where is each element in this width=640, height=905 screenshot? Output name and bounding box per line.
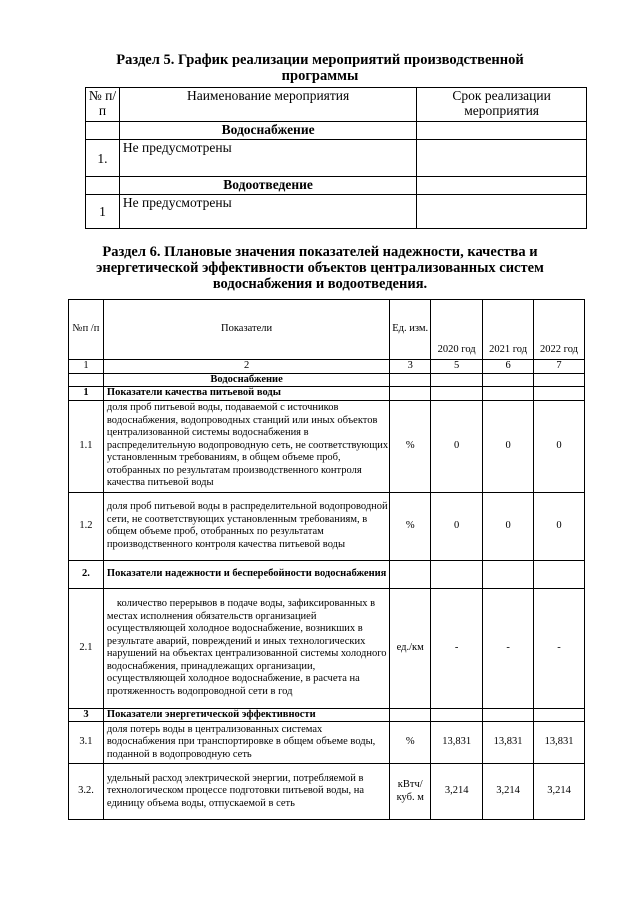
- column-number: 7: [534, 360, 585, 374]
- row-value-2022: 13,831: [534, 722, 585, 764]
- row-unit: %: [390, 722, 431, 764]
- row-text: удельный расход электрической энергии, потребляемой в технологическом процессе подготовки питьевой воды, на единицу объема воды, отпускаемой в сеть: [103, 764, 389, 820]
- column-number: 2: [103, 360, 389, 374]
- section6-title-line2: энергетической эффективности объектов централизованных систем: [96, 260, 544, 276]
- section6-title-line1: Раздел 6. Плановые значения показателей надежности, качества и: [102, 244, 538, 260]
- header-year-2020: 2020 год: [431, 300, 483, 360]
- section5-table: [85, 87, 587, 229]
- column-numbers-row: [69, 360, 585, 374]
- section6-heading: [0, 244, 640, 292]
- item-text: Не предусмотрены: [119, 140, 416, 177]
- section5-title-line2: программы: [281, 68, 359, 84]
- row-text: доля проб питьевой воды, подаваемой с источников водоснабжения, водопроводных станций или иных объектов централизованной системы водоснабжения в распределительную водопроводную сеть, не соответствующих установленным требованиям, в общем объеме проб, отобранных по результатам производственного контроля качества питьевой воды: [103, 400, 389, 492]
- row-text: доля проб питьевой воды в распределительной водопроводной сети, не соответствующих установленным требованиям, в общем объеме проб, отобранных по результатам производственного контроля качества питьевой воды: [103, 492, 389, 560]
- column-number: 6: [483, 360, 534, 374]
- indicator-row: [69, 588, 585, 708]
- row-value-2022: -: [534, 588, 585, 708]
- group-row: [69, 708, 585, 722]
- header-year-2022: 2022 год: [534, 300, 585, 360]
- indicator-row: [69, 492, 585, 560]
- section6-table: [68, 299, 585, 820]
- header-name: Показатели: [103, 300, 389, 360]
- row-num: 1.1: [69, 400, 104, 492]
- row-num: 3: [69, 708, 104, 722]
- row-num: 3.1: [69, 722, 104, 764]
- section5-group-row: [86, 177, 587, 195]
- row-num: 3.2.: [69, 764, 104, 820]
- row-text: доля потерь воды в централизованных системах водоснабжения при транспортировке в общем объеме воды, поданной в водопроводную сеть: [103, 722, 389, 764]
- section-title-row: [69, 373, 585, 387]
- row-value-2021: -: [483, 588, 534, 708]
- row-unit: %: [390, 400, 431, 492]
- row-value-2021: 0: [483, 492, 534, 560]
- section6-title-line3: водоснабжения и водоотведения.: [212, 276, 428, 292]
- header-num: №п /п: [69, 300, 104, 360]
- row-value-2020: 3,214: [431, 764, 483, 820]
- section5-title-line1: Раздел 5. График реализации мероприятий производственной: [116, 52, 524, 68]
- column-number: 3: [390, 360, 431, 374]
- indicator-row: [69, 764, 585, 820]
- section5-header-row: [86, 88, 587, 122]
- section-title: Водоснабжение: [103, 373, 389, 387]
- group-row: [69, 387, 585, 401]
- row-num: 2.: [69, 560, 104, 588]
- row-value-2021: 13,831: [483, 722, 534, 764]
- row-value-2021: 0: [483, 400, 534, 492]
- row-value-2022: 3,214: [534, 764, 585, 820]
- header-year-2021: 2021 год: [483, 300, 534, 360]
- section5-item-row: [86, 195, 587, 229]
- row-unit: %: [390, 492, 431, 560]
- column-number: 1: [69, 360, 104, 374]
- row-value-2022: 0: [534, 492, 585, 560]
- indicator-row: [69, 722, 585, 764]
- header-num: № п/п: [86, 88, 120, 122]
- header-unit: Ед. изм.: [390, 300, 431, 360]
- section5-group-row: [86, 122, 587, 140]
- row-text: количество перерывов в подаче воды, зафиксированных в местах исполнения обязательств организацией осуществляющей холодное водоснабжение, возникших в результате аварий, повреждений и иных технологических нарушений на объектах централизованной системы холодного водоснабжения, принадлежащих организации, осуществляющей холодное водоснабжение, в расчета на протяженность водопроводной сети в год: [103, 588, 389, 708]
- header-term: Срок реализации мероприятия: [417, 88, 587, 122]
- row-value-2020: 13,831: [431, 722, 483, 764]
- section6-header-row: [69, 300, 585, 360]
- indicator-row: [69, 400, 585, 492]
- row-value-2020: 0: [431, 492, 483, 560]
- row-value-2020: -: [431, 588, 483, 708]
- header-name: Наименование мероприятия: [119, 88, 416, 122]
- section5-heading: [0, 52, 640, 84]
- row-value-2020: 0: [431, 400, 483, 492]
- item-num: 1.: [86, 140, 120, 177]
- row-num: 1: [69, 387, 104, 401]
- section5-item-row: [86, 140, 587, 177]
- column-number: 5: [431, 360, 483, 374]
- group-title: Водоснабжение: [119, 122, 416, 140]
- row-unit: кВтч/ куб. м: [390, 764, 431, 820]
- group-title: Водоотведение: [119, 177, 416, 195]
- row-text: Показатели качества питьевой воды: [103, 387, 389, 401]
- row-text: Показатели энергетической эффективности: [103, 708, 389, 722]
- group-row: [69, 560, 585, 588]
- item-text: Не предусмотрены: [119, 195, 416, 229]
- row-num: 2.1: [69, 588, 104, 708]
- row-unit: ед./км: [390, 588, 431, 708]
- row-value-2022: 0: [534, 400, 585, 492]
- row-num: 1.2: [69, 492, 104, 560]
- row-text: Показатели надежности и бесперебойности водоснабжения: [103, 560, 389, 588]
- item-num: 1: [86, 195, 120, 229]
- row-value-2021: 3,214: [483, 764, 534, 820]
